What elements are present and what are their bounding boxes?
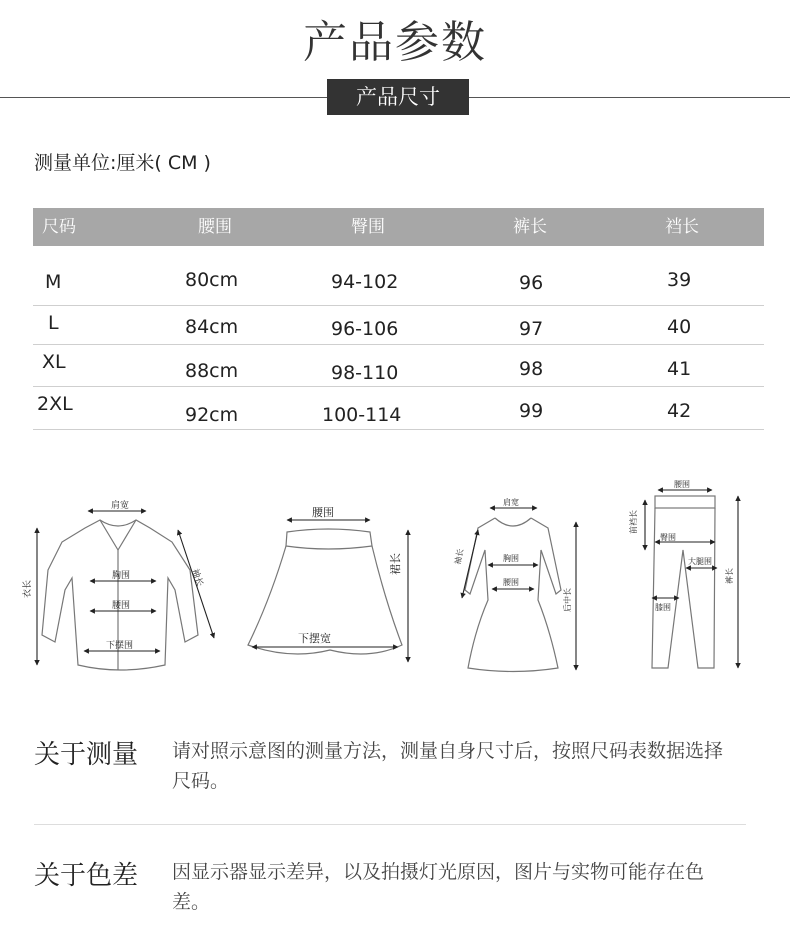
dress-chest-label: 胸围 <box>503 554 519 563</box>
skirt-hem-label: 下摆宽 <box>298 632 331 645</box>
cell-waist: 84cm <box>185 316 239 338</box>
note-heading: 关于色差 <box>34 861 139 891</box>
cell-length: 97 <box>519 318 544 340</box>
pants-rise-label: 前裆长 <box>629 510 638 534</box>
pants-diagram <box>652 496 715 668</box>
table-row <box>33 345 764 387</box>
cell-rise: 39 <box>667 269 692 291</box>
column-header-waist: 腰围 <box>198 217 232 237</box>
column-header-size: 尺码 <box>42 217 76 237</box>
note-heading: 关于测量 <box>34 740 139 770</box>
note-body: 请对照示意图的测量方法，测量自身尺寸后，按照尺码表数据选择尺码。 <box>172 740 724 792</box>
column-header-hip: 臀围 <box>351 217 385 237</box>
cell-size: L <box>48 312 59 334</box>
cell-length: 98 <box>519 358 544 380</box>
pants-length-label: 裤长 <box>725 568 734 584</box>
page-title: 产品参数 <box>303 17 487 68</box>
table-row <box>33 262 764 306</box>
cell-size: M <box>45 271 62 293</box>
shirt-waist-label: 腰围 <box>112 601 131 611</box>
measurement-unit: 测量单位:厘米( CM ) <box>34 152 211 174</box>
dress-length-label: 后中长 <box>563 588 572 612</box>
cell-length: 99 <box>519 400 544 422</box>
table-header <box>33 208 764 246</box>
note-body: 因显示器显示差异，以及拍摄灯光原因，图片与实物可能存在色差。 <box>172 861 705 913</box>
shirt-sleeve-label: 袖长 <box>189 567 205 589</box>
skirt-waist-label: 腰围 <box>312 506 334 519</box>
cell-hip: 96-106 <box>331 318 399 340</box>
dress-sleeve-label: 袖长 <box>453 547 466 566</box>
cell-rise: 41 <box>667 358 692 380</box>
measurement-diagrams <box>0 470 790 690</box>
cell-hip: 98-110 <box>331 362 399 384</box>
cell-hip: 94-102 <box>331 271 399 293</box>
cell-waist: 88cm <box>185 360 239 382</box>
cell-size: XL <box>42 351 66 373</box>
cell-waist: 92cm <box>185 404 239 426</box>
section-badge: 产品尺寸 <box>327 79 469 115</box>
note-divider <box>34 824 746 825</box>
cell-rise: 40 <box>667 316 692 338</box>
table-row <box>33 306 764 345</box>
pants-waist-label: 腰围 <box>674 480 690 489</box>
column-header-rise: 裆长 <box>665 217 699 237</box>
cell-waist: 80cm <box>185 269 239 291</box>
shirt-hem-label: 下摆围 <box>106 641 134 651</box>
cell-length: 96 <box>519 272 544 294</box>
skirt-length-label: 裙长 <box>389 553 402 575</box>
dress-diagram <box>465 518 561 672</box>
shirt-shoulder-label: 肩宽 <box>111 501 130 511</box>
dress-waist-label: 腰围 <box>503 578 519 587</box>
dress-shoulder-label: 肩宽 <box>503 498 519 507</box>
row-divider <box>33 429 764 430</box>
pants-knee-label: 膝围 <box>655 603 671 612</box>
column-header-length: 裤长 <box>513 217 547 237</box>
shirt-length-label: 衣长 <box>23 579 33 598</box>
shirt-chest-label: 胸围 <box>112 571 131 581</box>
table-row <box>33 387 764 430</box>
cell-size: 2XL <box>37 393 73 415</box>
pants-thigh-label: 大腿围 <box>688 557 712 566</box>
cell-rise: 42 <box>667 400 692 422</box>
cell-hip: 100-114 <box>322 404 402 426</box>
pants-hip-label: 臀围 <box>660 533 676 542</box>
